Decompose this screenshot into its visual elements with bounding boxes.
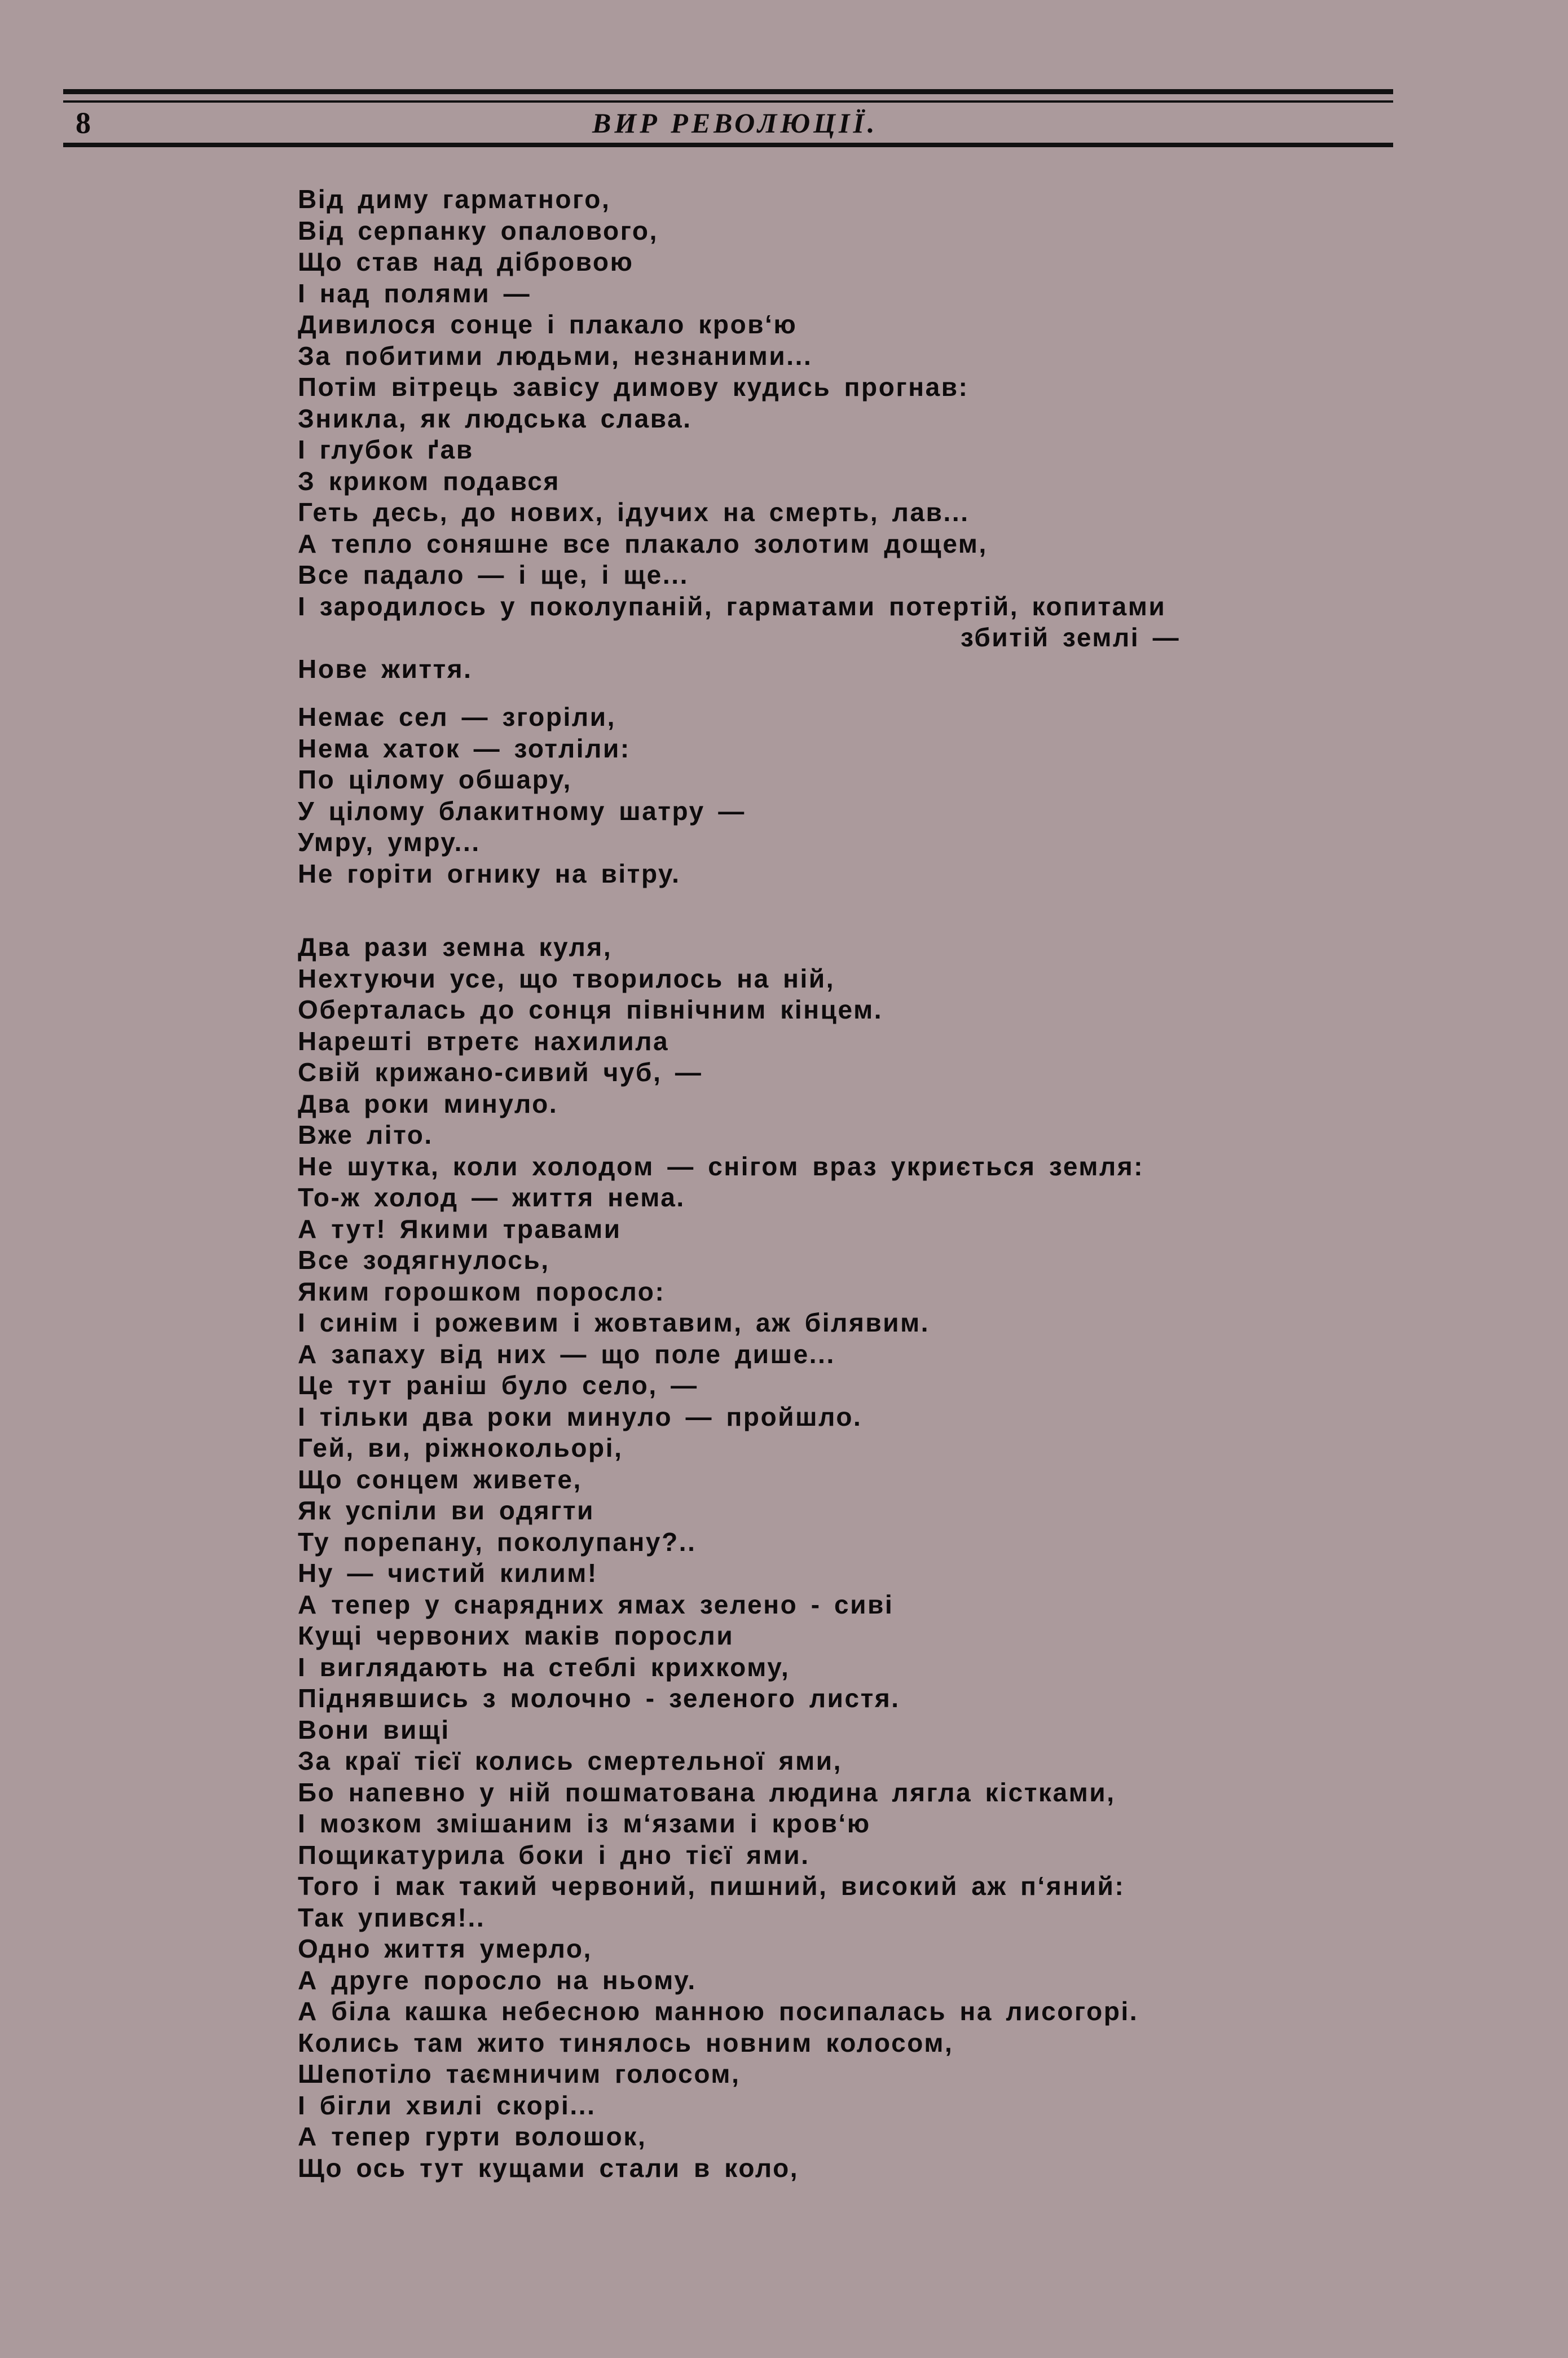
poem-line: Оберталась до сонця північним кінцем. [298,995,883,1024]
poem-line: Того і мак такий червоний, пишний, високий аж п‘яний: [298,1871,1125,1901]
poem-line: А друге поросло на ньому. [298,1965,697,1995]
poem-line: Що ось тут кущами стали в коло, [298,2153,799,2183]
poem-line: Геть десь, до нових, ідучих на смерть, лав... [298,497,970,527]
page-number: 8 [76,106,91,140]
poem-line: І тільки два роки минуло — пройшло. [298,1401,862,1431]
poem-line: І мозком змішаним із м‘язами і кров‘ю [298,1809,871,1838]
header-rule-thick [63,89,1393,94]
poem-line: Кущі червоних маків поросли [298,1621,734,1650]
poem-line: І синім і рожевим і жовтавим, аж білявим. [298,1308,930,1337]
running-title: ВИР РЕВОЛЮЦІЇ. [592,107,878,139]
poem-body [298,184,1392,2184]
poem-line: Піднявшись з молочно - зеленого листя. [298,1683,900,1713]
poem-line: Гей, ви, ріжнокольорі, [298,1433,623,1462]
poem-line: І глубок ґав [298,435,474,464]
poem-line: Не горіти огнику на вітру. [298,858,681,888]
poem-line: І виглядають на стеблі крихкому, [298,1652,790,1682]
poem-line: Потім вітрець завісу димову кудись прогнав: [298,372,969,402]
poem-line: Це тут раніш було село, — [298,1370,698,1400]
poem-line: А тут! Якими травами [298,1214,622,1244]
poem-line: Нарешті втретє нахилила [298,1026,670,1056]
poem-line: У цілому блакитному шатру — [298,796,746,826]
poem-line: Все зодягнулось, [298,1245,550,1275]
poem-line: Пощикатурила боки і дно тієї ями. [298,1840,810,1870]
poem-line: Ту порепану, поколупану?.. [298,1527,697,1557]
poem-line: Дивилося сонце і плакало кров‘ю [298,310,798,339]
poem-line: За побитими людьми, незнаними... [298,341,813,371]
stanza-gap [298,889,1392,932]
poem-line: Нема хаток — зотліли: [298,733,631,763]
poem-line: А запаху від них — що поле дише... [298,1339,835,1369]
poem-line: І зародилось у поколупаній, гарматами потертій, копитами [298,591,1166,621]
poem-line: І над полями — [298,278,531,308]
poem-line: З криком подався [298,466,560,496]
poem-line: Як успіли ви одягти [298,1496,594,1525]
poem-line: Зникла, як людська слава. [298,403,692,433]
stanza-3 [298,932,1392,2184]
poem-line: Вже літо. [298,1120,433,1149]
poem-line: Бо напевно у ній пошматована людина лягла кістками, [298,1777,1116,1807]
poem-line: Немає сел — згоріли, [298,702,616,731]
poem-line: Одно життя умерло, [298,1934,592,1963]
poem-line: Вони вищі [298,1714,450,1744]
poem-line: Свій крижано-сивий чуб, — [298,1057,703,1087]
poem-line: То-ж холод — життя нема. [298,1183,685,1212]
poem-line: Два роки минуло. [298,1088,558,1118]
poem-line: Ну — чистий килим! [298,1558,598,1588]
poem-line: Від диму гарматного, [298,184,611,214]
poem-line: По цілому обшару, [298,765,572,794]
poem-line: А тепло соняшне все плакало золотим дощем, [298,528,988,558]
poem-line: Умру, умру... [298,827,481,857]
header-rule-bottom [63,143,1393,147]
poem-line: Від серпанку опалового, [298,215,658,245]
poem-line: І бігли хвилі скорі... [298,2090,596,2120]
stanza-gap [298,685,1392,702]
stanza-2 [298,702,1392,889]
poem-line: Колись там жито тинялось новним колосом, [298,2028,954,2057]
poem-line: Нехтуючи усе, що творилось на ній, [298,963,835,993]
poem-line: А тепер гурти волошок, [298,2122,647,2151]
header-rule-thin [63,100,1393,103]
poem-line: Шепотіло таємничим голосом, [298,2059,741,2088]
poem-line: Не шутка, коли холодом — снігом враз укриється земля: [298,1151,1144,1181]
poem-line: А тепер у снарядних ямах зелено - сиві [298,1589,894,1619]
poem-line: Яким горошком поросло: [298,1276,666,1306]
poem-line: Так упився!.. [298,1902,486,1932]
poem-line: Все падало — і ще, і ще... [298,560,689,589]
poem-line: А біла кашка небесною манною посипалась на лисогорі. [298,1996,1139,2026]
poem-line: Нове життя. [298,654,473,684]
stanza-1 [298,184,1392,685]
poem-line: Що став над дібровою [298,247,634,276]
poem-line: За краї тієї колись смертельної ями, [298,1746,842,1775]
poem-line: Що сонцем живете, [298,1464,582,1494]
poem-line-continuation: збитій землі — [961,623,1181,652]
poem-line: Два рази земна куля, [298,932,613,962]
